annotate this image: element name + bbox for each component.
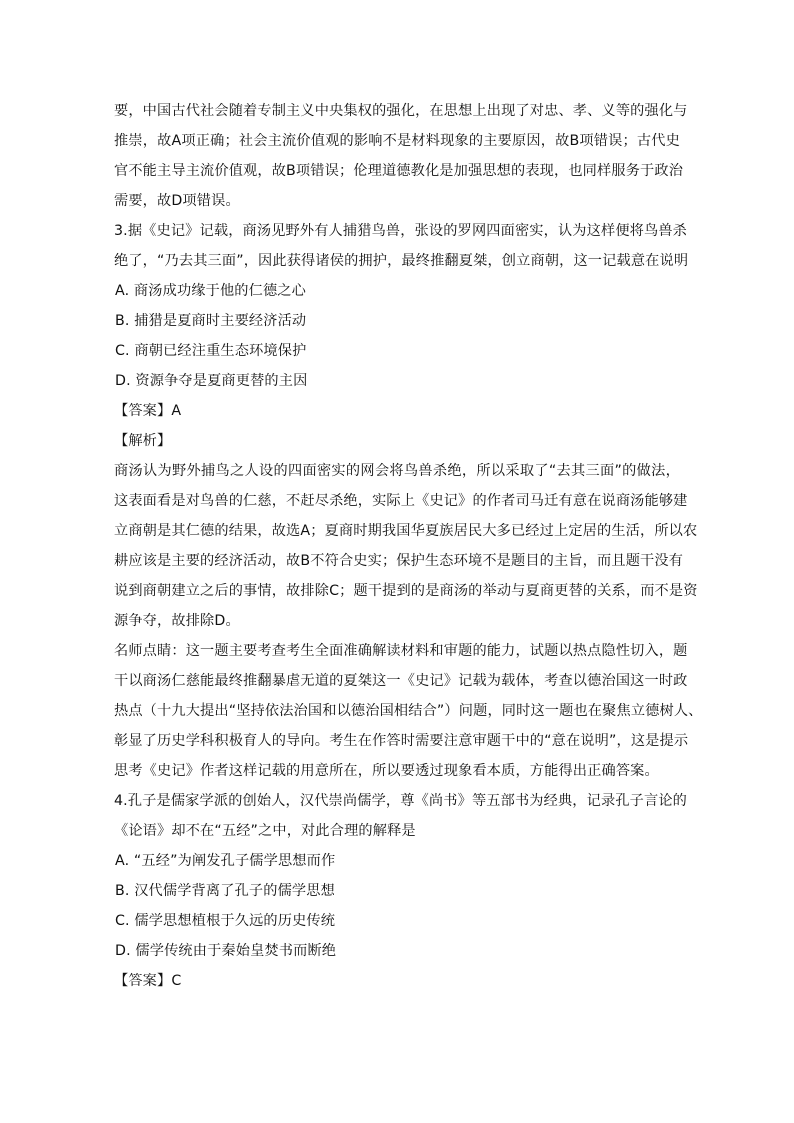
analysis-line: 这表面看是对鸟兽的仁慈，不赶尽杀绝，实际上《史记》的作者司马迁有意在说商汤能够建: [114, 493, 688, 509]
option-b: B. 汉代儒学背离了孔子的儒学思想: [115, 883, 335, 899]
comment-line: 名师点睛：这一题主要考查考生全面准确解读材料和审题的能力，试题以热点隐性切入，题: [114, 643, 688, 659]
analysis-line: 说到商朝建立之后的事情，故排除C；题干提到的是商汤的举动与夏商更替的关系，而不是资: [114, 583, 698, 599]
comment-line: 彰显了历史学科积极育人的导向。考生在作答时需要注意审题干中的“意在说明”，这是提示: [114, 733, 689, 749]
comment-line: 热点（十九大提出“坚持依法治国和以德治国相结合”）问题，同时这一题也在聚焦立德树人、: [114, 703, 703, 719]
answer-label: 【答案】C: [114, 973, 182, 989]
analysis-label: 【解析】: [114, 433, 172, 449]
option-c: C. 儒学思想植根于久远的历史传统: [115, 913, 336, 929]
text-line: 需要，故D项错误。: [114, 193, 240, 209]
option-b: B. 捕猎是夏商时主要经济活动: [115, 313, 307, 329]
answer-label: 【答案】A: [114, 403, 182, 419]
question-stem: 《论语》却不在“五经”之中，对此合理的解释是: [114, 823, 416, 839]
analysis-line: 耕应该是主要的经济活动，故B不符合史实；保护生态环境不是题目的主旨，而且题干没有: [114, 553, 684, 569]
analysis-line: 商汤认为野外捕鸟之人设的四面密实的网会将鸟兽杀绝，所以采取了“去其三面”的做法，: [114, 463, 680, 479]
option-d: D. 资源争夺是夏商更替的主因: [115, 373, 308, 389]
question-stem: 3.据《史记》记载，商汤见野外有人捕猎鸟兽，张设的罗网四面密实，认为这样便将鸟兽杀: [114, 223, 688, 239]
option-d: D. 儒学传统由于秦始皇焚书而断绝: [115, 943, 337, 959]
text-line: 官不能主导主流价值观，故B项错误；伦理道德教化是加强思想的表现，也同样服务于政治: [114, 163, 684, 179]
question-stem: 绝了，“乃去其三面”，因此获得诸侯的拥护，最终推翻夏桀，创立商朝，这一记载意在说明: [114, 253, 689, 269]
comment-line: 思考《史记》作者这样记载的用意所在，所以要透过现象看本质，方能得出正确答案。: [114, 763, 659, 779]
analysis-line: 立商朝是其仁德的结果，故选A；夏商时期我国华夏族居民大多已经过上定居的生活，所以农: [114, 523, 698, 539]
question-stem: 4.孔子是儒家学派的创始人，汉代崇尚儒学，尊《尚书》等五部书为经典，记录孔子言论的: [114, 793, 688, 809]
text-line: 要，中国古代社会随着专制主义中央集权的强化，在思想上出现了对忠、孝、义等的强化与: [114, 103, 688, 119]
option-a: A. 商汤成功缘于他的仁德之心: [115, 283, 306, 299]
option-c: C. 商朝已经注重生态环境保护: [115, 343, 307, 359]
comment-line: 干以商汤仁慈能最终推翻暴虐无道的夏桀这一《史记》记载为载体，考查以德治国这一时政: [114, 673, 688, 689]
analysis-line: 源争夺，故排除D。: [114, 613, 240, 629]
text-line: 推崇，故A项正确；社会主流价值观的影响不是材料现象的主要原因，故B项错误；古代史: [114, 133, 680, 149]
option-a: A. “五经”为阐发孔子儒学思想而作: [115, 853, 336, 869]
